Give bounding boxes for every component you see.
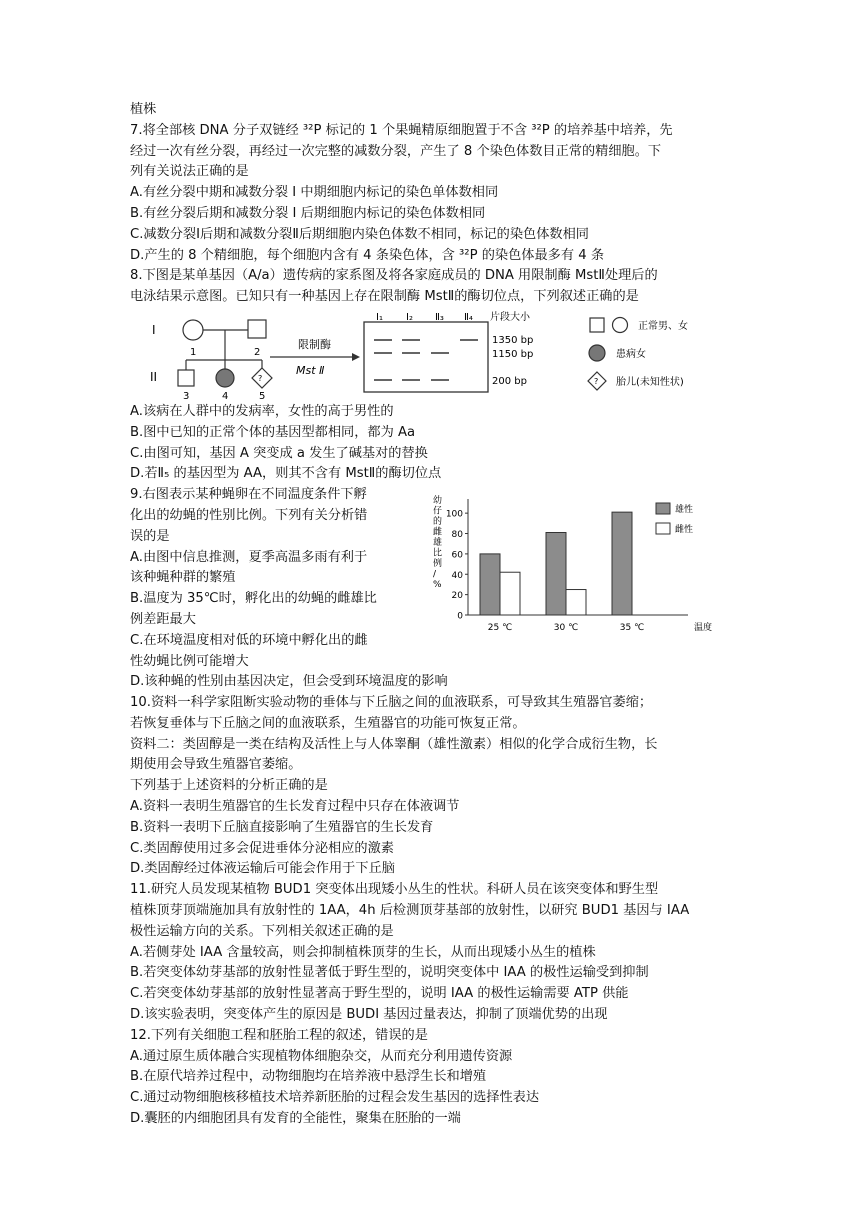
question-9-text: [130, 485, 420, 672]
x-tick-label: 25 ℃: [487, 623, 513, 634]
text-line: 8.下图是某单基因（A/a）遗传病的家系图及将各家庭成员的 DNA 用限制酶 MstⅡ处理后的: [130, 268, 658, 284]
text-line: 极性运输方向的关系。下列相关叙述正确的是: [130, 923, 394, 939]
text-line: 资料二：类固醇是一类在结构及活性上与人体睾酮（雄性激素）相似的化学合成衍生物，长: [130, 736, 658, 752]
legend-swatch: [656, 523, 670, 534]
gel-box: [364, 322, 488, 392]
text-line: 例差距最大: [130, 611, 196, 627]
y-axis-label-char: %: [433, 580, 442, 591]
legend-label: 雄性: [675, 505, 694, 516]
option-line: B.有丝分裂后期和减数分裂 I 后期细胞内标记的染色体数相同: [130, 205, 486, 221]
option-line: C.通过动物细胞核移植技术培养新胚胎的过程会发生基因的选择性表达: [130, 1090, 540, 1106]
male-normal-symbol: [248, 320, 266, 338]
option-line: B.资料一表明下丘脑直接影响了生殖器官的生长发育: [130, 819, 434, 835]
individual-number: 4: [222, 390, 229, 400]
fetus-mark: ?: [258, 373, 263, 383]
option-line: D.若Ⅱ₅ 的基因型为 AA，则其不含有 MstⅡ的酶切位点: [130, 466, 442, 482]
arrow-head: [352, 353, 360, 361]
text-line: 11.研究人员发现某植物 BUD1 突变体出现矮小丛生的性状。科研人员在该突变体和野生型: [130, 882, 659, 898]
female-normal-symbol: [183, 320, 203, 340]
option-line: C.在环境温度相对低的环境中孵化出的雌: [130, 632, 368, 648]
bar-female: [566, 590, 586, 615]
option-line: B.温度为 35℃时，孵化出的幼蝇的雌雄比: [130, 591, 377, 607]
option-line: D.该种蝇的性别由基因决定，但会受到环境温度的影响: [130, 674, 448, 690]
option-line: A.若侧芽处 IAA 含量较高，则会抑制植株顶芽的生长，从而出现矮小丛生的植株: [130, 944, 596, 960]
option-line: A.该病在人群中的发病率，女性的高于男性的: [130, 403, 394, 419]
bar-male: [546, 533, 566, 616]
option-line: C.若突变体幼芽基部的放射性显著高于野生型的，说明 IAA 的极性运输需要 ATP 供能: [130, 986, 629, 1002]
x-tick-label: 30 ℃: [553, 623, 579, 634]
legend-label: 雌性: [675, 525, 694, 536]
size-label: 200 bp: [492, 375, 527, 387]
question-7-block: [130, 100, 730, 308]
y-tick-label: 80: [451, 530, 463, 541]
x-axis-label: 温度: [694, 623, 713, 634]
text-line: 该种蝇种群的繁殖: [130, 570, 236, 586]
y-tick-label: 100: [445, 509, 463, 520]
questions-9d-to-12: [130, 672, 730, 1130]
text-line: 误的是: [130, 528, 170, 544]
individual-number: 2: [254, 346, 261, 358]
y-tick-label: 0: [457, 611, 463, 622]
x-tick-label: 35 ℃: [619, 623, 645, 634]
text-line: 若恢复垂体与下丘脑之间的血液联系，生殖器官的功能可恢复正常。: [130, 715, 526, 731]
generation-2-label: II: [150, 369, 158, 384]
sex-ratio-bar-chart: [430, 489, 730, 639]
text-line: 性幼蝇比例可能增大: [130, 653, 249, 669]
text-line: 植株: [130, 102, 157, 117]
legend-male-normal: [590, 318, 604, 332]
y-axis-label-char: 幼: [433, 496, 443, 507]
lane-label: I₁: [376, 311, 383, 323]
option-line: C.由图可知，基因 A 突变成 a 发生了碱基对的替换: [130, 445, 428, 461]
y-axis-label-char: 仔: [433, 506, 443, 517]
option-line: A.通过原生质体融合实现植物体细胞杂交，从而充分利用遗传资源: [130, 1048, 513, 1064]
y-axis-label-char: 雄: [433, 538, 443, 549]
female-affected-symbol: [216, 369, 234, 387]
option-line: B.在原代培养过程中，动物细胞均在培养液中悬浮生长和增殖: [130, 1069, 487, 1085]
text-line: 9.右图表示某种蝇卵在不同温度条件下孵: [130, 487, 367, 503]
text-line: 电泳结果示意图。已知只有一种基因上存在限制酶 MstⅡ的酶切位点，下列叙述正确的是: [130, 289, 639, 305]
option-line: B.图中已知的正常个体的基因型都相同，都为 Aa: [130, 424, 416, 440]
male-normal-symbol: [178, 370, 194, 386]
text-line: 经过一次有丝分裂，再经过一次完整的减数分裂，产生了 8 个染色体数目正常的精细胞。下: [130, 143, 662, 159]
arrow-label-mst: Mst Ⅱ: [296, 363, 325, 377]
y-tick-label: 60: [451, 550, 463, 561]
question-8-options: [130, 402, 730, 485]
legend-swatch: [656, 503, 670, 514]
bar-male: [480, 554, 500, 615]
generation-1-label: I: [152, 322, 156, 337]
lane-label: Ⅱ₃: [435, 311, 444, 323]
size-label: 1150 bp: [492, 348, 534, 360]
legend-affected-label: 患病女: [616, 348, 646, 360]
text-line: 列有关说法正确的是: [130, 164, 249, 180]
fetus-mark: ?: [594, 376, 599, 386]
option-line: C.类固醇使用过多会促进垂体分泌相应的激素: [130, 840, 394, 856]
bar-male: [612, 512, 632, 615]
size-label: 1350 bp: [492, 334, 534, 346]
individual-number: 5: [259, 390, 266, 400]
legend-female-affected: [589, 345, 605, 361]
option-line: D.类固醇经过体液运输后可能会作用于下丘脑: [130, 861, 395, 877]
option-line: D.产生的 8 个精细胞，每个细胞内含有 4 条染色体，含 ³²P 的染色体最多有 4 条: [130, 247, 605, 263]
lane-label: I₂: [406, 311, 413, 323]
y-axis-label-char: 的: [433, 517, 443, 528]
option-line: C.减数分裂Ⅰ后期和减数分裂Ⅱ后期细胞内染色体数不相同，标记的染色体数相同: [130, 226, 589, 242]
individual-number: 1: [190, 346, 197, 358]
size-header: 片段大小: [490, 311, 530, 323]
text-line: 7.将全部核 DNA 分子双链经 ³²P 标记的 1 个果蝇精原细胞置于不含 ³²P 的培养基中培养，先: [130, 122, 673, 138]
legend-female-normal: [613, 317, 628, 332]
legend-normal-label: 正常男、女: [638, 320, 688, 332]
y-tick-label: 20: [451, 591, 463, 602]
legend-fetus-label: 胎儿(未知性状): [616, 376, 684, 388]
individual-number: 3: [183, 390, 190, 400]
question-9-block: [130, 485, 730, 672]
text-line: 期使用会导致生殖器官萎缩。: [130, 757, 302, 773]
pedigree-electrophoresis-figure: [130, 310, 730, 400]
bar-female: [500, 572, 520, 615]
option-line: D.该实验表明，突变体产生的原因是 BUDI 基因过量表达，抑制了顶端优势的出现: [130, 1006, 608, 1022]
y-axis-label-char: 雌: [433, 527, 443, 538]
option-line: A.有丝分裂中期和减数分裂 I 中期细胞内标记的染色单体数相同: [130, 185, 499, 201]
text-line: 下列基于上述资料的分析正确的是: [130, 778, 328, 794]
text-line: 化出的幼蝇的性别比例。下列有关分析错: [130, 507, 368, 523]
option-line: D.囊胚的内细胞团具有发育的全能性，聚集在胚胎的一端: [130, 1110, 461, 1126]
option-line: A.资料一表明生殖器官的生长发育过程中只存在体液调节: [130, 798, 460, 814]
option-line: A.由图中信息推测，夏季高温多雨有利于: [130, 549, 368, 565]
y-axis-label-char: /: [433, 569, 437, 580]
option-line: B.若突变体幼芽基部的放射性显著低于野生型的，说明突变体中 IAA 的极性运输受到抑制: [130, 965, 649, 981]
text-line: 植株顶芽顶端施加具有放射性的 1AA，4h 后检测顶芽基部的放射性，以研究 BUD1 基因与 IAA: [130, 902, 690, 918]
y-axis-label-char: 例: [433, 559, 443, 570]
arrow-label-enzyme: 限制酶: [298, 337, 331, 351]
figure-8-svg: [130, 310, 730, 400]
y-tick-label: 40: [451, 570, 463, 581]
text-line: 12.下列有关细胞工程和胚胎工程的叙述，错误的是: [130, 1027, 428, 1043]
y-axis-label-char: 比: [433, 548, 443, 559]
text-line: 10.资料一科学家阻断实验动物的垂体与下丘脑之间的血液联系，可导致其生殖器官萎缩；: [130, 694, 653, 710]
exam-page: [130, 100, 730, 1130]
lane-label: Ⅱ₄: [464, 311, 473, 323]
